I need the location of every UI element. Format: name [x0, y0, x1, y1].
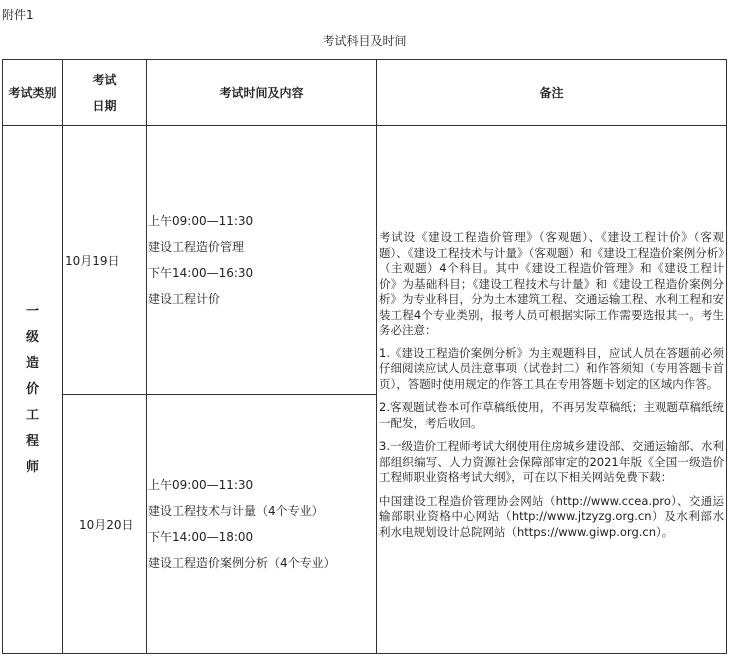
remarks-intro: 考试设《建设工程造价管理》（客观题）、《建设工程计价》（客观题）、《建设工程技术与计量》（客观题）和《建设工程造价案例分析》（主观题）4个科目。其中《建设工程造价管理》和《建设工程计价》为基础科目；《建设工程技术与计量》和《建设工程造价案例分析》为专业科目，分为土木建筑工程、交通运输工程、水利工程和安装工程4个专业类别，报考人员可根据实际工作需要选报其一。考生务必注意：	[379, 230, 724, 337]
day2-date-cell	[62, 394, 147, 654]
remarks-cell	[376, 125, 727, 654]
day1-morning-time: 上午09:00—11:30	[148, 214, 254, 228]
header-remarks-label: 备注	[539, 85, 564, 100]
category-char: 师	[25, 459, 39, 475]
header-time-content-label: 考试时间及内容	[219, 85, 304, 100]
day1-afternoon-subject: 建设工程计价	[148, 292, 221, 306]
day2-morning-subject: 建设工程技术与计量（4个专业）	[148, 504, 324, 518]
day2-content-cell	[146, 394, 377, 654]
remarks-websites: 中国建设工程造价管理协会网站（http://www.ccea.pro）、交通运输部职业资格中心网站（http://www.jtzyzg.org.cn）及水利部水利水电规划设计总院网站（https://www.giwp.org.cn）。	[379, 493, 724, 539]
attachment-label: 附件1	[2, 8, 34, 22]
header-category	[2, 59, 63, 126]
header-time-content	[146, 59, 377, 126]
day1-date: 10月19日	[65, 253, 120, 268]
category-char: 级	[25, 329, 39, 345]
category-char: 程	[25, 433, 39, 449]
header-category-label: 考试类别	[8, 85, 57, 100]
day1-afternoon-time: 下午14:00—16:30	[148, 266, 254, 280]
category-char: 造	[25, 355, 39, 371]
exam-schedule-table	[2, 59, 727, 654]
header-date-line2: 日期	[92, 98, 117, 113]
category-char: 工	[25, 407, 39, 423]
day2-afternoon-subject: 建设工程造价案例分析（4个专业）	[148, 556, 336, 570]
day1-content-cell	[146, 125, 377, 395]
header-date	[62, 59, 147, 126]
header-remarks	[376, 59, 727, 126]
remarks-item-2: 2.客观题试卷本可作草稿纸使用，不再另发草稿纸；主观题草稿纸统一配发，考后收回。	[379, 400, 724, 430]
category-char: 价	[25, 381, 39, 397]
category-cell	[2, 125, 63, 654]
table-title: 考试科目及时间	[322, 34, 407, 48]
day2-morning-time: 上午09:00—11:30	[148, 478, 254, 492]
day1-date-cell	[62, 125, 147, 395]
day1-morning-subject: 建设工程造价管理	[148, 240, 245, 254]
remarks-item-3: 3.一级造价工程师考试大纲使用住房城乡建设部、交通运输部、水利部组织编写、人力资源社会保障部审定的2021年版《全国一级造价工程师职业资格考试大纲》，可在以下相关网站免费下载：	[379, 439, 724, 484]
category-char: 一	[25, 303, 39, 319]
header-date-line1: 考试	[92, 72, 117, 87]
remarks-item-1: 1.《建设工程造价案例分析》为主观题科目，应试人员在答题前必须仔细阅读应试人员注意事项（试卷封二）和作答须知（专用答题卡首页），答题时使用规定的作答工具在专用答题卡划定的区域内作答。	[379, 345, 724, 391]
day2-afternoon-time: 下午14:00—18:00	[148, 530, 254, 544]
day2-date: 10月20日	[79, 517, 134, 532]
